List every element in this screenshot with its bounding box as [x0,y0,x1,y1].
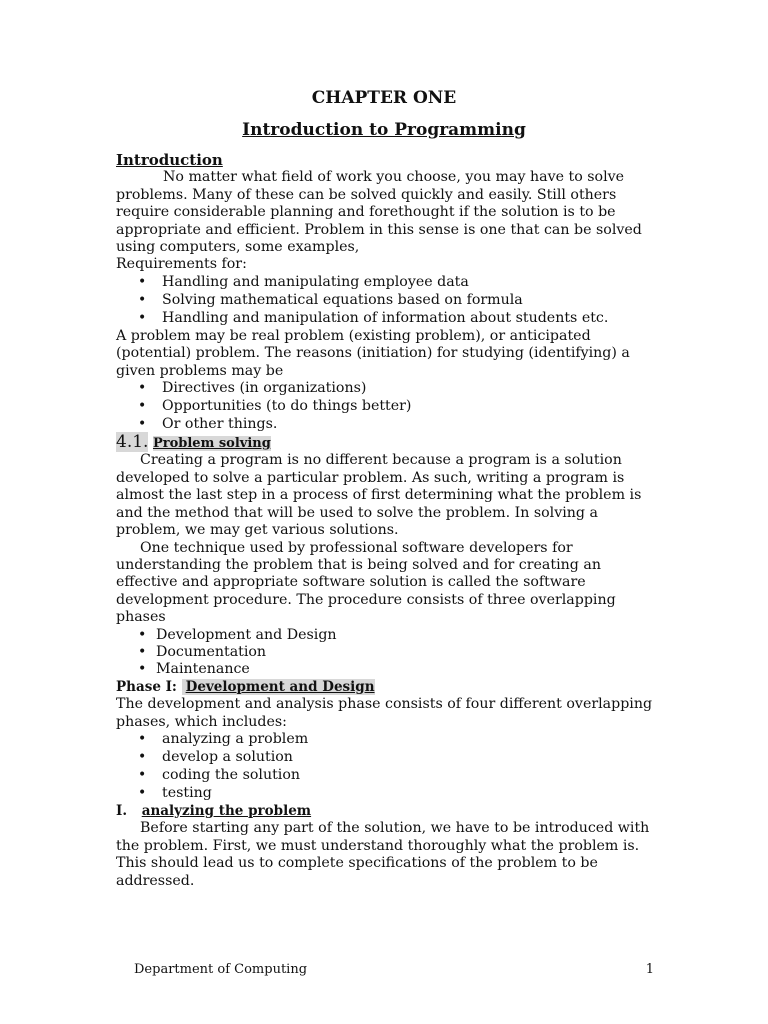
page-footer [134,962,654,977]
reasons-list [138,380,656,433]
list-item: • develop a solution [138,749,656,766]
list-item: • Maintenance [138,661,656,678]
list-item: • Solving mathematical equations based on formula [138,292,656,309]
list-item: • analyzing a problem [138,731,656,748]
section-title: Problem solving [152,436,271,452]
list-item: • Handling and manipulation of information about students etc. [138,310,656,327]
requirements-list [138,274,656,327]
phases-list [138,627,656,679]
problem-solving-paragraph-1: Creating a program is no different because a program is a solution developed to solve a particular problem. As such, writing a program is almost the last step in a process of first determining what the problem is and the method that will be used to solve the problem. In solving a problem, we may get various solutions. [116,452,642,539]
section-heading-4-1 [116,434,656,452]
list-item: • Opportunities (to do things better) [138,398,656,415]
intro-heading: Introduction [116,151,223,169]
list-item: • Directives (in organizations) [138,380,656,397]
page-number: 1 [645,962,654,977]
problem-paragraph: A problem may be real problem (existing problem), or anticipated (potential) problem. The reasons (initiation) for studying (identifying) a given problems may be [116,327,630,379]
problem-solving-paragraph-2: One technique used by professional software developers for understanding the problem that is being solved and for creating an effective and appropriate software solution is called the software development procedure. The procedure consists of three overlapping phases [116,539,616,626]
step-heading [116,803,656,820]
requirements-label: Requirements for: [116,256,247,273]
step-number: I. [116,802,128,819]
list-item: • Documentation [138,644,656,661]
phase-heading [116,679,656,696]
step-paragraph: Before starting any part of the solution, we have to be introduced with the problem. First, we must understand thoroughly what the problem is. This should lead us to complete specifications of the problem to be addressed. [116,820,650,889]
list-item: • Handling and manipulating employee data [138,274,656,291]
phase-title: Development and Design [182,679,375,695]
phase-paragraph: The development and analysis phase consists of four different overlapping phases, which includes: [116,696,653,730]
phase-label: Phase I: [116,678,177,695]
list-item: • coding the solution [138,767,656,784]
phase-items-list [138,731,656,802]
list-item: • testing [138,785,656,802]
chapter-title: Introduction to Programming [242,120,526,140]
section-number: 4.1. [116,432,149,453]
intro-paragraph: No matter what field of work you choose, you may have to solve problems. Many of these can be solved quickly and easily. Still others require considerable planning and forethought if the solution is to be appropriate and efficient. Problem in this sense is one that can be solved using computers, some examples, [116,169,642,256]
step-title: analyzing the problem [141,802,312,819]
footer-department: Department of Computing [134,962,308,977]
chapter-heading: CHAPTER ONE [311,88,457,108]
document-body [116,152,656,890]
list-item: • Or other things. [138,416,656,433]
list-item: • Development and Design [138,627,656,644]
